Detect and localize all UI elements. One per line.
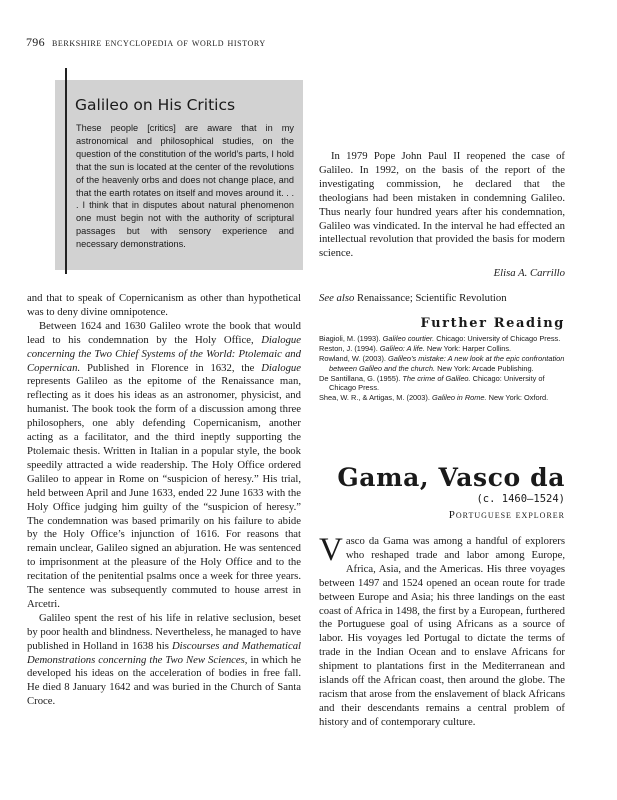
sidebar-rule	[65, 68, 67, 274]
sidebar-title: Galileo on His Critics	[75, 96, 236, 114]
entry-title: Gama, Vasco da	[337, 463, 565, 492]
left-column	[27, 292, 301, 709]
reference-item: Shea, W. R., & Artigas, M. (2003). Galileo in Rome. New York: Oxford.	[319, 393, 549, 402]
right-column	[319, 150, 565, 306]
paragraph: Between 1624 and 1630 Galileo wrote the book that would lead to his condemnation by the Holy Office, Dialogue concerning the Two Chief Systems of the World: Ptolemaic and Copernican. Published in Florence in 1632, the Dialogue represents Galileo as the epitome of the Renaissance man, reflecting as it does his ideas as an astronomer, physicist, and humanist. The book took the form of a discussion among three philosophers, one ably defending Copernicanism, another acting as a facilitator, and the third ineptly supporting the Ptolemaic thesis. Written in Italian in a popular style, the book speedily attracted a wide readership. The Holy Office ordered Galileo to appear in Rome on “suspicion of heresy.” His trial, held between April and June 1633, ended 22 June 1633 with the Holy Office judging him guilty of the “suspicion of heresy.” The condemnation was based primarily on his failure to abide by the Holy Office’s injunction of 1616. For reasons that remain unclear, Galileo signed an abjuration. He was sentenced to imprisonment at the pleasure of the Holy Office and to the recitation of the penitential psalms once a week for three years. The sentence was subsequently commuted to house arrest in Arcetri.	[27, 319, 301, 610]
reference-item: Reston, J. (1994). Galileo: A life. New York: Harper Collins.	[319, 344, 512, 353]
reference-item: Rowland, W. (2003). Galileo’s mistake: A new look at the epic confrontation between Galileo and the church. New York: Arcade Publishing.	[319, 354, 565, 373]
entry-dates: (c. 1460–1524)	[476, 493, 565, 505]
running-title: berkshire encyclopedia of world history	[51, 37, 266, 49]
entry-role: Portuguese explorer	[448, 509, 565, 521]
reference-list	[319, 334, 565, 403]
paragraph: Galileo spent the rest of his life in relative seclusion, beset by poor health and blindness. Nevertheless, he managed to have published in Holland in 1638 his Discourses and Mathematical Demonstrations concerning the Two New Sciences, in which he developed his ideas on the acceleration of bodies in free fall. He died 8 January 1642 and was buried in the Church of Santa Croce.	[27, 611, 302, 708]
entry-body	[319, 532, 565, 730]
sidebar-quote: These people [critics] are aware that in my astronomical and philosophical studies, on the question of the constitution of the world’s parts, I hold that the sun is located at the center of the revolutions of the heavenly orbs and does not change place, and that the earth rotates on itself and moves around it. . . . I think that in disputes about natural phenomenon one must begin not with the authority of scriptural passages but with sensory experience and necessary demonstrations.	[76, 123, 294, 250]
further-reading-heading: Further Reading	[420, 316, 565, 331]
book-title: Discourses and Mathematical Demonstrations concerning the Two New Sciences,	[27, 639, 302, 666]
book-title: Dialogue	[261, 361, 301, 374]
running-header	[26, 35, 266, 50]
paragraph: In 1979 Pope John Paul II reopened the case of Galileo. In 1992, on the basis of the report of the investigating commission, he declared that the theologians had been mistaken in condemning Galileo. Thus nearly four hundred years after his condemnation, Galileo was vindicated. In the interval he had effected an intellectual revolution that provided the basis for modern science.	[319, 150, 565, 260]
reference-item: De Santillana, G. (1955). The crime of Galileo. Chicago: University of Chicago Press.	[319, 373, 545, 392]
see-also: See also Renaissance; Scientific Revolution	[319, 292, 507, 305]
book-title: Dialogue concerning the Two Chief Systems of the World: Ptolemaic and Copernican.	[27, 333, 301, 374]
reference-item: Biagioli, M. (1993). Galileo courtier. Chicago: University of Chicago Press.	[319, 334, 561, 343]
paragraph: Vasco da Gama was among a handful of explorers who reshaped trade and labor among Europe, Africa, Asia, and the Americas. His three voyages between 1497 and 1524 opened an ocean route for trade between Europe and Asia; his three landings on the east coast of Africa in 1498, the first by a European, furthered the Portuguese goal of using Africans as a source of labor. His voyages led Portugal to dictate the terms of trade in the Indian Ocean and to enslave Africans for shipment to plantations first in the Mediterranean and islands off the African coast, then around the globe. The racism that arose from the enslavement of black Africans and their descendants remains a central problem of history and of contemporary culture.	[319, 532, 565, 728]
author-signature: Elisa A. Carrillo	[493, 267, 565, 280]
page-number: 796	[26, 35, 45, 49]
drop-cap: V	[319, 532, 343, 568]
paragraph: and that to speak of Copernicanism as other than hypothetical was to deny divine omnipotence.	[27, 292, 301, 318]
